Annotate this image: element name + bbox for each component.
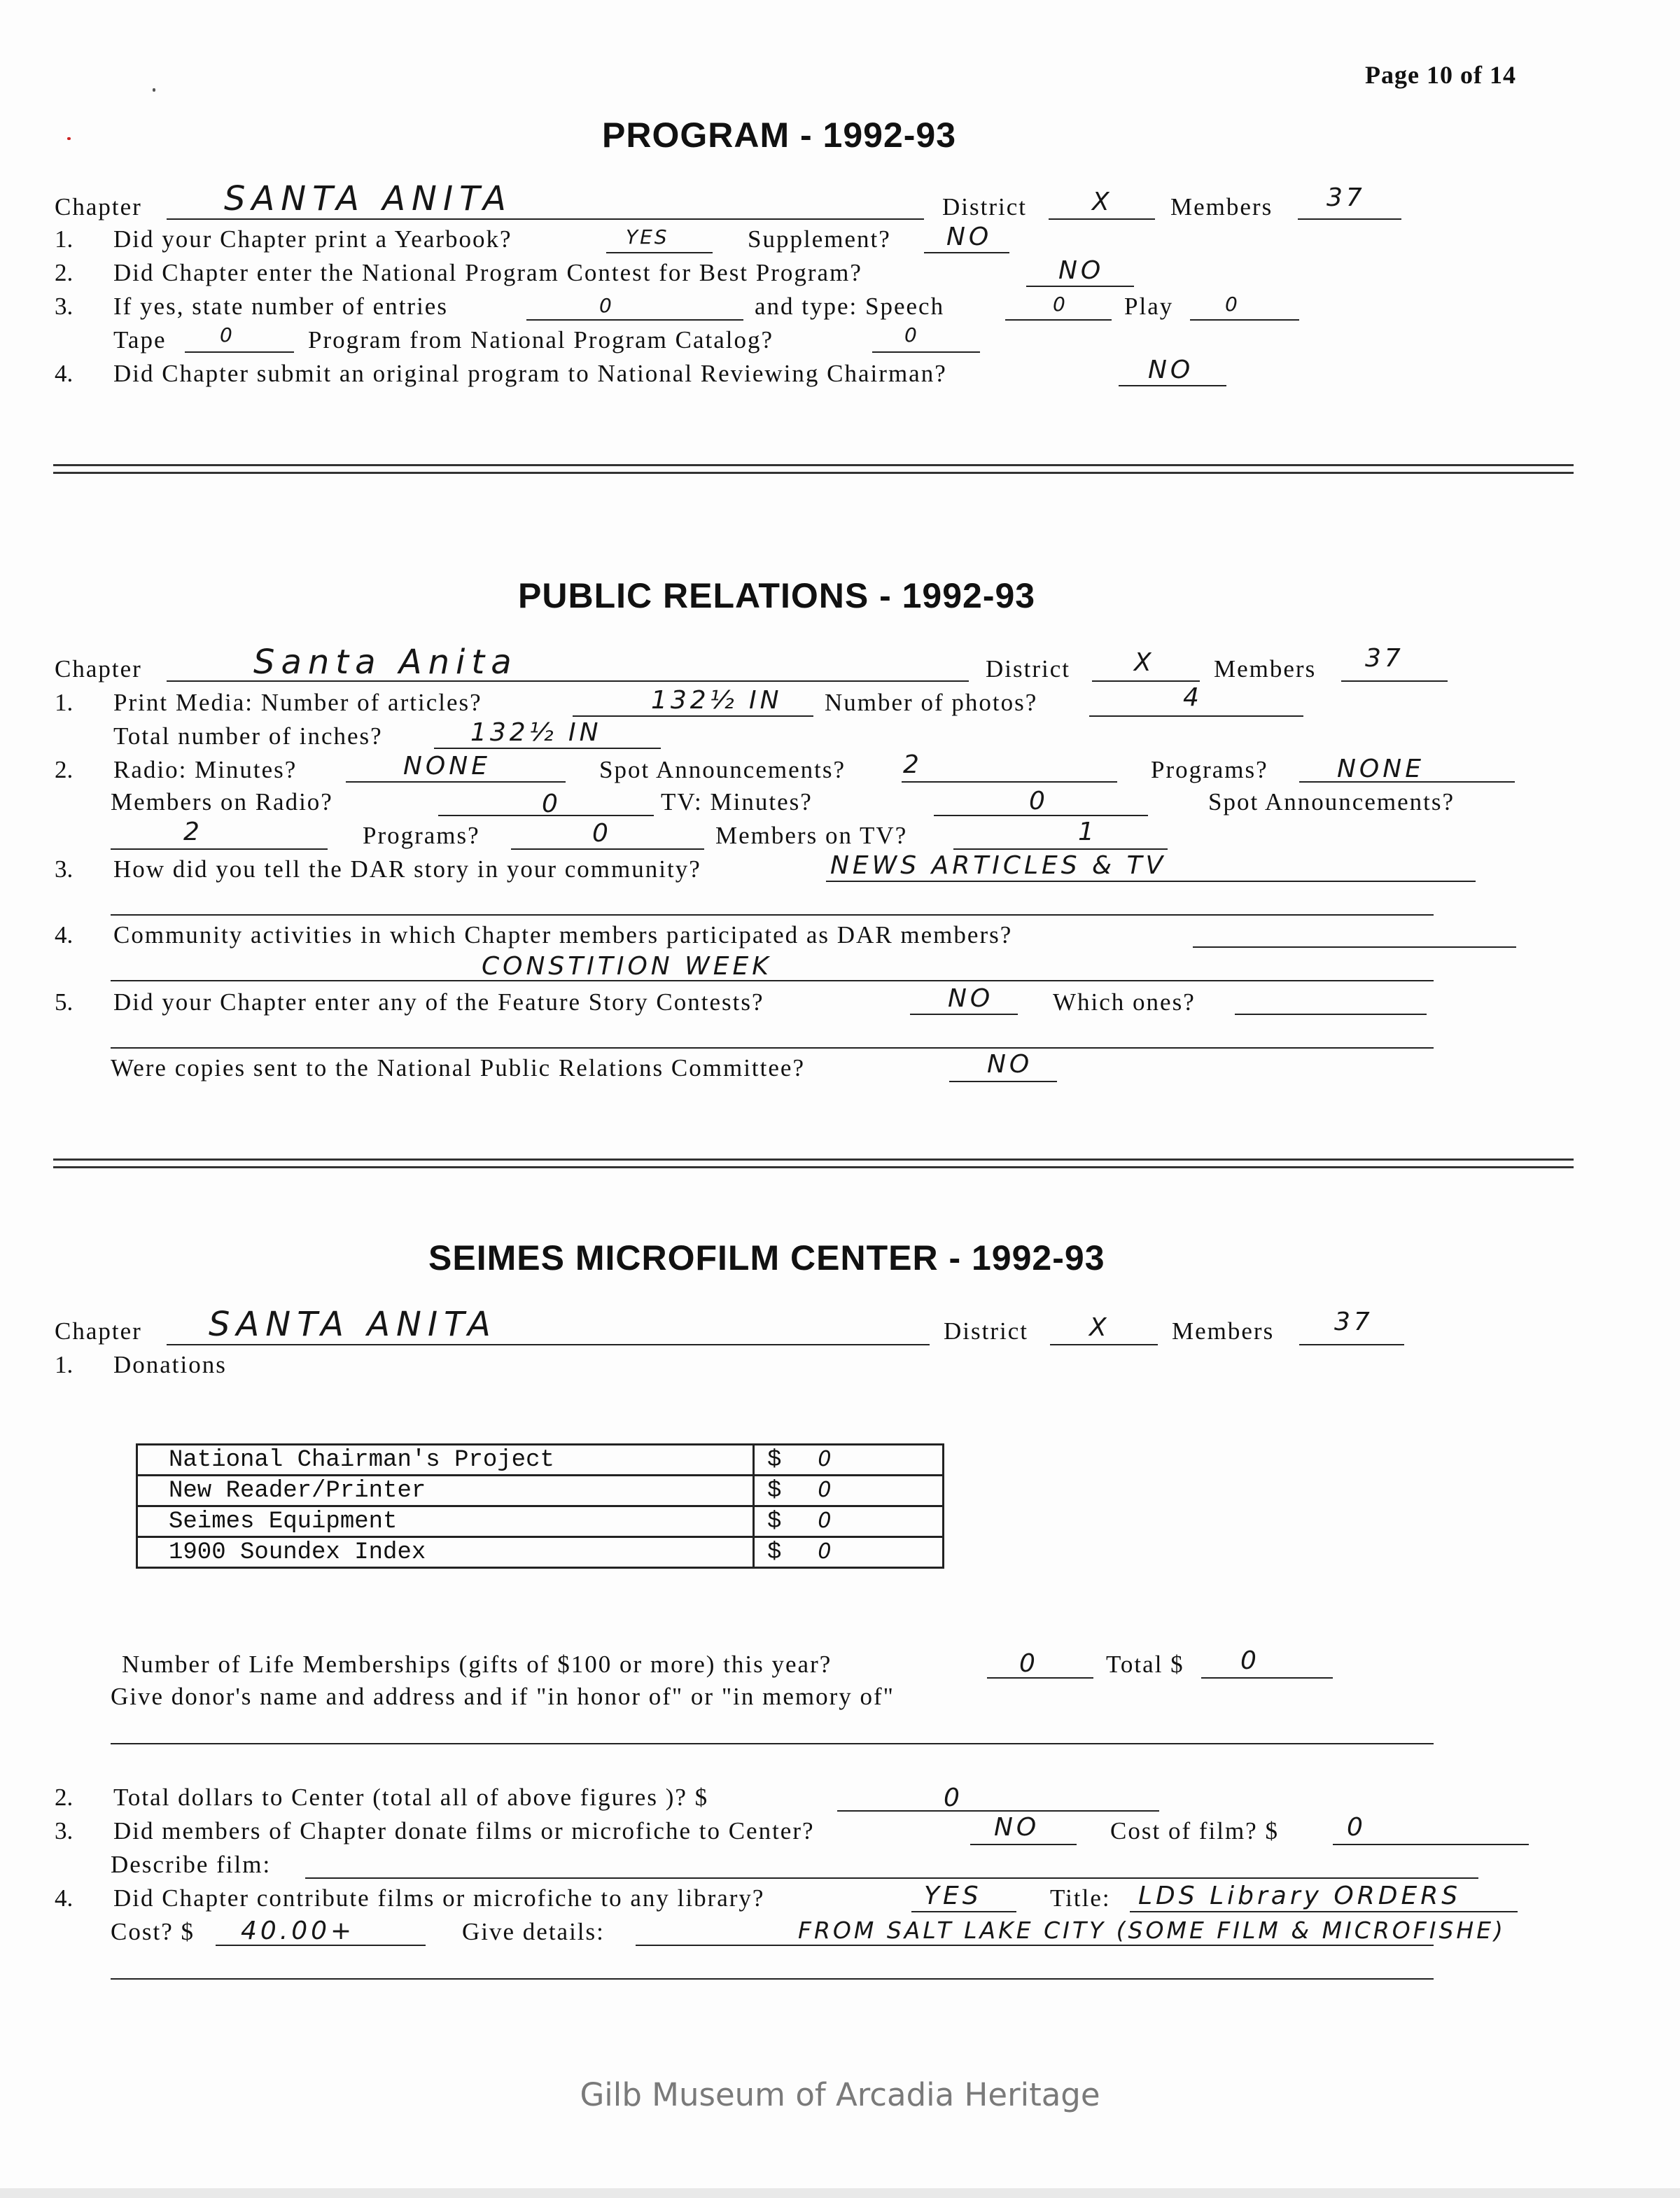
pr-q2-members-tv-value: 1 <box>1078 818 1098 846</box>
pr-q1-photos-value: 4 <box>1183 683 1203 712</box>
pr-q5-line-2 <box>111 1047 1434 1049</box>
program-district-line <box>1049 218 1155 220</box>
pr-q5-copies-value: NO <box>987 1050 1033 1079</box>
pr-q5-copies-text: Were copies sent to the National Public Relations Committee? <box>111 1054 805 1082</box>
scan-edge <box>0 2188 1680 2198</box>
pr-q2-members-tv-label: Members on TV? <box>715 822 908 849</box>
program-q4-line <box>1119 385 1226 386</box>
pr-q5-copies-line <box>949 1081 1057 1082</box>
program-q1-supplement-label: Supplement? <box>748 225 891 253</box>
pr-q3-text: How did you tell the DAR story in your community? <box>113 855 701 883</box>
seimes-q3-value: NO <box>994 1813 1040 1842</box>
pr-q2-spot-label: Spot Announcements? <box>599 756 846 783</box>
donation-amount <box>754 1445 944 1476</box>
program-district-label: District <box>942 193 1027 220</box>
pr-q3-line <box>826 881 1476 882</box>
pr-district-line <box>1092 680 1200 682</box>
pr-q1-text: Print Media: Number of articles? <box>113 689 482 716</box>
pr-district-label: District <box>986 655 1070 682</box>
program-chapter-line <box>167 218 924 220</box>
table-row <box>137 1537 944 1568</box>
pr-q2-tv-spot-value: 2 <box>183 818 203 846</box>
seimes-q1-number: 1. <box>55 1351 74 1378</box>
program-q3-entries-line <box>526 319 743 321</box>
pr-q1-inches-line <box>434 748 661 749</box>
program-q3-tape-value: 0 <box>220 323 234 346</box>
donation-label: Seimes Equipment <box>137 1506 754 1537</box>
program-q3-play-label: Play <box>1124 293 1174 320</box>
seimes-members-label: Members <box>1172 1317 1275 1345</box>
program-q4-text: Did Chapter submit an original program to National Reviewing Chairman? <box>113 360 947 387</box>
program-q3-catalog-value: 0 <box>904 323 919 346</box>
program-title: PROGRAM - 1992-93 <box>602 115 957 155</box>
pr-chapter-label: Chapter <box>55 655 142 682</box>
pr-q4-value: CONSTITION WEEK <box>482 952 772 981</box>
pr-q2-tv-programs-value: 0 <box>592 819 612 848</box>
seimes-members-value: 37 <box>1334 1308 1373 1336</box>
pr-members-value: 37 <box>1365 644 1404 673</box>
seimes-q2-text: Total dollars to Center (total all of above figures )? $ <box>113 1784 709 1811</box>
currency-sign: $ <box>767 1539 782 1566</box>
donation-amount <box>754 1506 944 1537</box>
seimes-q3-cost-value: 0 <box>1347 1813 1366 1842</box>
pr-q2-radio-label: Radio: Minutes? <box>113 756 298 783</box>
pr-q2-members-radio-label: Members on Radio? <box>111 788 333 816</box>
seimes-district-value: X <box>1089 1313 1110 1342</box>
program-q3-speech-value: 0 <box>1053 293 1068 316</box>
donation-value: 0 <box>818 1446 832 1471</box>
pr-q2-tv-label: TV: Minutes? <box>661 788 813 816</box>
donation-value: 0 <box>818 1508 832 1533</box>
seimes-q4-cost-label: Cost? $ <box>111 1918 195 1945</box>
seimes-q2-number: 2. <box>55 1784 74 1811</box>
pr-q5-which-label: Which ones? <box>1053 988 1196 1016</box>
donation-amount <box>754 1537 944 1568</box>
seimes-q4-number: 4. <box>55 1884 74 1912</box>
donations-table <box>136 1443 944 1569</box>
seimes-q4-details-label: Give details: <box>462 1918 605 1945</box>
seimes-life-text: Number of Life Memberships (gifts of $100 or more) this year? <box>122 1651 832 1678</box>
program-q3-tape-line <box>185 351 294 353</box>
program-q3-play-line <box>1190 319 1299 321</box>
page-number: Page 10 of 14 <box>1365 61 1516 89</box>
seimes-life-total-value: 0 <box>1240 1646 1260 1675</box>
program-q3-speech-line <box>1005 319 1112 321</box>
pr-q1-inches-label: Total number of inches? <box>113 722 383 750</box>
pr-q1-photos-line <box>1089 715 1303 717</box>
seimes-q4-details-line-2 <box>111 1978 1434 1980</box>
pr-q1-number: 1. <box>55 689 74 716</box>
pr-q2-radio-line <box>346 781 566 783</box>
program-q4-number: 4. <box>55 360 74 387</box>
program-members-label: Members <box>1170 193 1273 220</box>
pr-q4-line <box>1193 946 1516 948</box>
seimes-q3-describe-label: Describe film: <box>111 1851 272 1878</box>
currency-sign: $ <box>767 1477 782 1504</box>
program-q3-number: 3. <box>55 293 74 320</box>
seimes-q3-cost-label: Cost of film? $ <box>1110 1817 1279 1844</box>
section-separator <box>53 1158 1574 1168</box>
seimes-q4-title-label: Title: <box>1050 1884 1111 1912</box>
seimes-chapter-value: SANTA ANITA <box>209 1305 497 1344</box>
pr-members-line <box>1341 680 1448 682</box>
program-q3-catalog-line <box>872 351 980 353</box>
program-q3-tape-label: Tape <box>113 326 167 354</box>
seimes-q4-title-value: LDS Library ORDERS <box>1138 1882 1462 1910</box>
museum-watermark: Gilb Museum of Arcadia Heritage <box>580 2076 1100 2113</box>
seimes-life-value: 0 <box>1019 1649 1039 1678</box>
table-row <box>137 1476 944 1506</box>
program-q2-number: 2. <box>55 259 74 286</box>
program-q3-entries-value: 0 <box>599 294 614 317</box>
seimes-q4-line <box>911 1911 1016 1912</box>
seimes-chapter-line <box>167 1344 930 1345</box>
program-q1-value: YES <box>626 225 669 248</box>
pr-q5-value: NO <box>948 984 994 1013</box>
program-chapter-label: Chapter <box>55 193 142 220</box>
pr-q3-value: NEWS ARTICLES & TV <box>830 851 1167 880</box>
pr-q1-inches-value: 132½ IN <box>470 718 602 747</box>
pr-q3-number: 3. <box>55 855 74 883</box>
pr-q5-which-line <box>1235 1014 1427 1015</box>
section-separator <box>53 464 1574 474</box>
seimes-q4-details-value: FROM SALT LAKE CITY (SOME FILM & MICROFISHE) <box>798 1917 1506 1944</box>
ink-speck <box>153 88 155 92</box>
seimes-life-total-label: Total $ <box>1106 1651 1184 1678</box>
program-q1-number: 1. <box>55 225 74 253</box>
pr-q4-number: 4. <box>55 921 74 948</box>
pr-chapter-value: Santa Anita <box>253 643 518 682</box>
donation-label: National Chairman's Project <box>137 1445 754 1476</box>
program-q1-supplement-value: NO <box>946 223 993 251</box>
seimes-district-line <box>1050 1344 1158 1345</box>
seimes-q3-text: Did members of Chapter donate films or microfiche to Center? <box>113 1817 815 1844</box>
program-q4-value: NO <box>1148 356 1194 384</box>
pr-q4-line-2 <box>111 980 1434 981</box>
pr-q5-number: 5. <box>55 988 74 1016</box>
pr-q4-text: Community activities in which Chapter members participated as DAR members? <box>113 921 1013 948</box>
seimes-members-line <box>1299 1344 1404 1345</box>
seimes-q2-value: 0 <box>944 1784 963 1812</box>
seimes-q2-line <box>837 1810 1159 1812</box>
pr-q1-photos-label: Number of photos? <box>825 689 1038 716</box>
donation-value: 0 <box>818 1539 832 1564</box>
program-chapter-value: SANTA ANITA <box>224 179 512 218</box>
program-q2-line <box>1026 286 1134 287</box>
pr-q2-members-radio-value: 0 <box>542 790 561 818</box>
pr-q3-line-2 <box>111 914 1434 916</box>
seimes-donor-line <box>111 1743 1434 1744</box>
program-district-value: X <box>1092 188 1113 216</box>
currency-sign: $ <box>767 1508 782 1535</box>
pr-district-value: X <box>1134 648 1155 677</box>
donation-label: 1900 Soundex Index <box>137 1537 754 1568</box>
seimes-q4-title-line <box>1130 1911 1518 1912</box>
seimes-q3-line <box>970 1844 1077 1845</box>
pr-q2-number: 2. <box>55 756 74 783</box>
seimes-q4-details-line <box>636 1945 1434 1946</box>
program-q2-text: Did Chapter enter the National Program Contest for Best Program? <box>113 259 862 286</box>
seimes-q3-describe-line <box>305 1877 1478 1879</box>
pr-q2-tv-spot-label: Spot Announcements? <box>1208 788 1455 816</box>
public-relations-title: PUBLIC RELATIONS - 1992-93 <box>518 576 1036 615</box>
seimes-q4-value: YES <box>924 1882 982 1910</box>
program-q3-type-label: and type: Speech <box>755 293 945 320</box>
seimes-life-total-line <box>1201 1677 1333 1679</box>
program-q3-text: If yes, state number of entries <box>113 293 448 320</box>
seimes-donor-text: Give donor's name and address and if "in honor of" or "in memory of" <box>111 1683 895 1710</box>
seimes-chapter-label: Chapter <box>55 1317 142 1345</box>
pr-q2-radio-value: NONE <box>403 752 491 780</box>
program-members-value: 37 <box>1326 183 1366 212</box>
pr-q2-tv-value: 0 <box>1029 787 1049 816</box>
ink-speck <box>67 137 71 140</box>
program-q1-text: Did your Chapter print a Yearbook? <box>113 225 512 253</box>
seimes-title: SEIMES MICROFILM CENTER - 1992-93 <box>428 1238 1105 1278</box>
seimes-q1-text: Donations <box>113 1351 227 1378</box>
pr-q1-articles-value: 132½ IN <box>651 686 783 715</box>
pr-q2-members-tv-line <box>953 848 1168 850</box>
program-q1-line <box>606 252 713 253</box>
donation-amount <box>754 1476 944 1506</box>
table-row <box>137 1506 944 1537</box>
program-q3-catalog-label: Program from National Program Catalog? <box>308 326 774 354</box>
pr-q2-tv-spot-line <box>111 848 328 850</box>
pr-q5-text: Did your Chapter enter any of the Feature Story Contests? <box>113 988 764 1016</box>
table-row <box>137 1445 944 1476</box>
donation-value: 0 <box>818 1477 832 1502</box>
program-q2-value: NO <box>1058 256 1105 285</box>
seimes-q3-number: 3. <box>55 1817 74 1844</box>
pr-q2-programs-value: NONE <box>1337 755 1424 783</box>
pr-q1-articles-line <box>573 715 813 717</box>
seimes-q3-cost-line <box>1333 1844 1529 1845</box>
pr-q5-line <box>910 1014 1018 1015</box>
program-q3-play-value: 0 <box>1225 293 1240 316</box>
pr-q2-tv-programs-line <box>511 848 704 850</box>
pr-q2-spot-value: 2 <box>903 750 923 779</box>
pr-members-label: Members <box>1214 655 1317 682</box>
seimes-district-label: District <box>944 1317 1028 1345</box>
program-members-line <box>1298 218 1401 220</box>
pr-q2-tv-programs-label: Programs? <box>363 822 480 849</box>
seimes-q4-text: Did Chapter contribute films or microfiche to any library? <box>113 1884 765 1912</box>
pr-q2-spot-line <box>902 781 1117 783</box>
donation-label: New Reader/Printer <box>137 1476 754 1506</box>
pr-q2-programs-label: Programs? <box>1151 756 1268 783</box>
program-q1-supplement-line <box>924 252 1009 253</box>
currency-sign: $ <box>767 1446 782 1474</box>
seimes-life-line <box>987 1677 1093 1679</box>
seimes-q4-cost-value: 40.00+ <box>241 1917 356 1945</box>
